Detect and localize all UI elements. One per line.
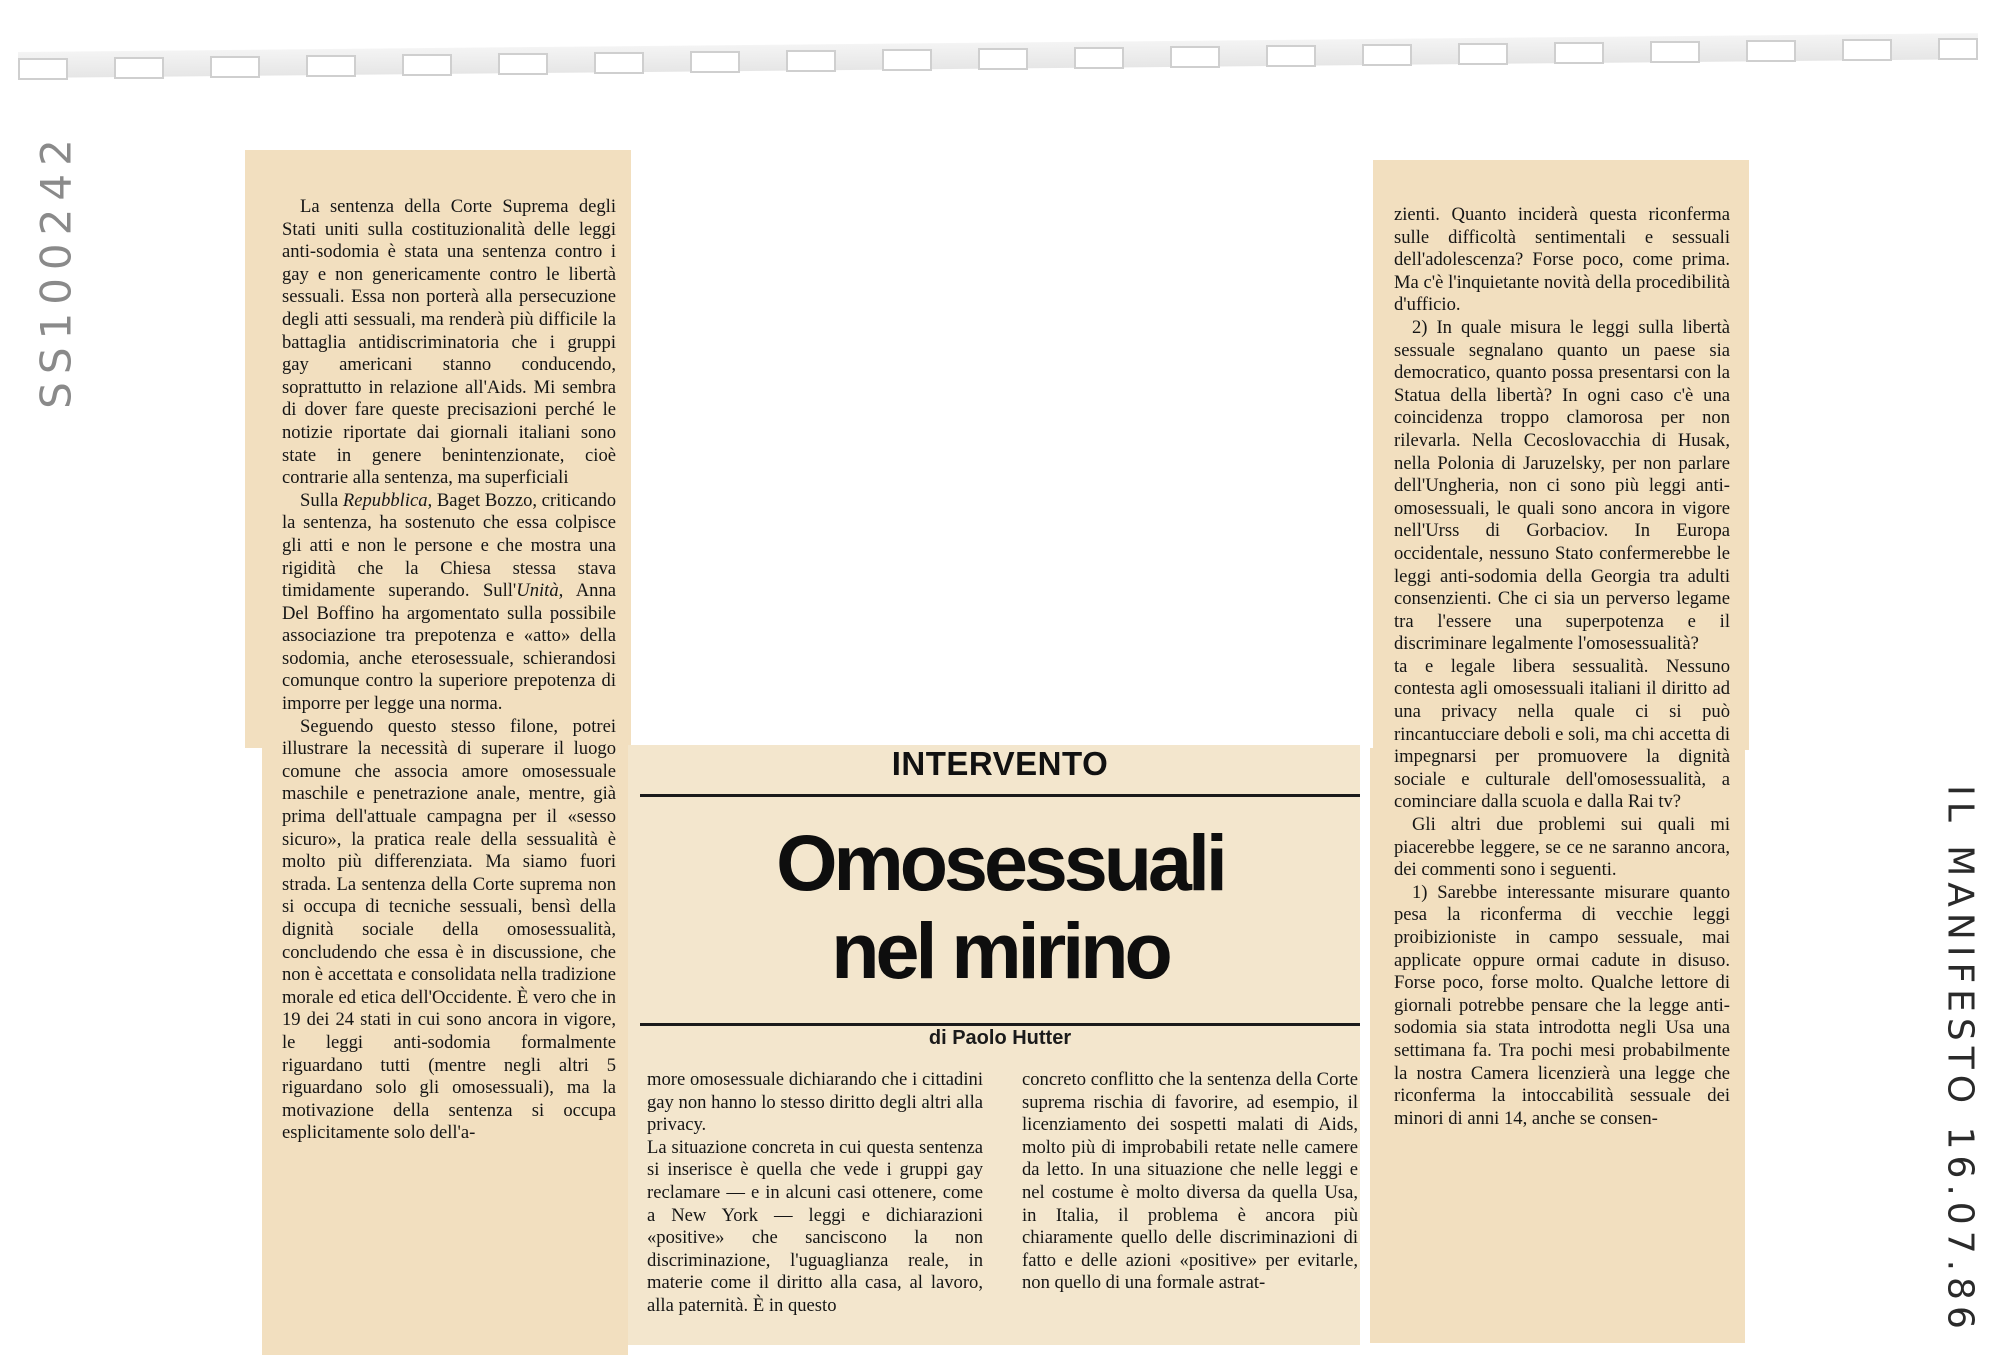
archive-code bbox=[16, 131, 96, 409]
binder-hole bbox=[210, 56, 260, 78]
binder-hole bbox=[1938, 38, 1978, 60]
paragraph: more omosessuale dichiarando che i cittadini gay non hanno lo stesso diritto degli altri alla privacy. bbox=[647, 1069, 983, 1136]
headline-line-2: nel mirino bbox=[831, 906, 1169, 995]
headline-block bbox=[640, 745, 1360, 1063]
paragraph: 2) In quale misura le leggi sulla libertà sessuale segnalano quanto un paese sia democratico, quanto possa presentarsi con la Statua della libertà? In ogni caso c'è una coincidenza troppo clamorosa per non rilevarla. Nella Cecoslovacchia di Husak, nella Polonia di Jaruzelsky, per non parlare dell'Ungheria, non ci sono più leggi anti-omosessuali, le quali sono ancora in vigore nell'Urss di Gorbaciov. In Europa occidentale, nessuno Stato confermerebbe le leggi anti-sodomia della Georgia tra adulti consenzienti. Che ci sia un perverso legame tra l'essere una superpotenza e il discriminare legalmente l'omosessualità? bbox=[1394, 316, 1730, 655]
paragraph: zienti. Quanto inciderà questa riconferma sulle difficoltà sentimentali e sessuali dell'adolescenza? Forse poco, come prima. Ma c'è l'inquietante novità della procedibilità d'ufficio. bbox=[1394, 204, 1730, 316]
paragraph: concreto conflitto che la sentenza della Corte suprema rischia di favorire, ad esempio, il licenziamento dei sospetti malati di Aids, molto più di improbabili retate nelle camere da letto. In una situazione che nelle leggi e nel costume è molto diversa da quella Usa, in Italia, il problema è ancora più chiaramente quello delle discriminazioni di fatto e delle azioni «positive» per evitarle, non quello di una formale astrat- bbox=[1022, 1069, 1358, 1294]
source-note bbox=[1920, 785, 2000, 1335]
article-column-right bbox=[1394, 204, 1730, 1130]
text-run: Baget Bozzo, criticando la sentenza, ha sostenuto che essa colpisce gli atti e non le persone e che mostra una rigidità che la Chiesa stessa stava timidamente superando. Sull' bbox=[282, 489, 617, 602]
binder-hole bbox=[1650, 41, 1700, 63]
binder-hole bbox=[498, 53, 548, 75]
paragraph: La situazione concreta in cui questa sentenza si inserisce è quella che vede i gruppi gay reclamare — e in alcuni casi ottenere, come a New York — leggi e dichiarazioni «positive» che sanciscono la non discriminazione, l'uguaglianza reale, in materie come il diritto alla casa, al lavoro, alla paternità. È in questo bbox=[647, 1136, 983, 1316]
byline: di Paolo Hutter bbox=[928, 1027, 1072, 1049]
paragraph: 1) Sarebbe interessante misurare quanto pesa la riconferma di vecchie leggi proibizioniste in campo sessuale, mai applicate oppure ormai cadute in disuso. Forse poco, forse molto. Qualche lettore di giornali potrebbe pensare che la legge anti-sodomia sia stata introdotta negli Usa una settimana fa. Tra pochi mesi probabilmente la nostra Camera licenzierà una legge che riconferma la intoccabilità sessuale dei minori di anni 14, anche se consen- bbox=[1394, 881, 1730, 1129]
paragraph bbox=[282, 490, 616, 716]
article-column-middle-1 bbox=[647, 1069, 983, 1318]
headline-rule-top bbox=[640, 794, 1360, 797]
archive-code-text: SS100242 bbox=[31, 131, 81, 409]
newspaper-name: Repubblica, bbox=[342, 489, 433, 511]
article-column-middle-2 bbox=[1022, 1069, 1358, 1295]
headline bbox=[640, 819, 1360, 995]
kicker: INTERVENTO bbox=[891, 745, 1109, 782]
paragraph: Seguendo questo stesso filone, potrei illustrare la necessità di superare il luogo comune che associa amore omosessuale maschile e penetrazione anale, mentre, già prima dell'attuale campagna per il «sesso sicuro», la pratica reale della sessualità è molto più differenziata. Ma siamo fuori strada. La sentenza della Corte suprema non si occupa di tecniche sessuali, bensì della dignità sociale della omosessualità, concludendo che essa è in discussione, che non è accettata e consolidata nella tradizione morale ed etica dell'Occidente. È vero che in 19 dei 24 stati in cui sono ancora in vigore, le leggi anti-sodomia formalmente riguardano tutti (mentre negli altri 5 riguardano solo gli omosessuali), ma la motivazione della sentenza si occupa esplicitamente solo dell'a- bbox=[282, 715, 616, 1144]
binder-hole bbox=[1266, 45, 1316, 67]
source-note-text: IL MANIFESTO 16.07.86 bbox=[1939, 785, 1981, 1335]
binder-hole bbox=[594, 52, 644, 74]
paragraph: Gli altri due problemi sui quali mi piacerebbe leggere, se ce ne saranno ancora, dei commenti sono i seguenti. bbox=[1394, 814, 1730, 881]
binder-hole bbox=[18, 58, 68, 80]
binder-hole bbox=[306, 55, 356, 77]
newspaper-name: Unità, bbox=[516, 580, 564, 602]
binder-hole bbox=[114, 57, 164, 79]
binder-hole bbox=[1554, 42, 1604, 64]
paragraph: La sentenza della Corte Suprema degli Stati uniti sulla costituzionalità delle leggi anti-sodomia è stata una sentenza contro i gay e non genericamente contro le libertà sessuali. Essa non porterà alla persecuzione degli atti sessuali, ma renderà più difficile la battaglia antidiscriminatoria che i gruppi gay americani stanno conducendo, soprattutto in relazione all'Aids. Mi sembra di dover fare queste precisazioni perché le notizie riportate dai giornali italiani sono state in genere benintenzionate, cioè contrarie alla sentenza, ma superficiali bbox=[282, 196, 616, 489]
binder-hole bbox=[1362, 44, 1412, 66]
binder-strip bbox=[18, 22, 1978, 82]
binder-hole bbox=[690, 51, 740, 73]
binder-hole bbox=[786, 50, 836, 72]
article-column-left bbox=[282, 196, 616, 1145]
headline-rule-bottom bbox=[640, 1023, 1360, 1026]
binder-hole bbox=[402, 54, 452, 76]
binder-hole bbox=[978, 48, 1028, 70]
binder-hole bbox=[1842, 39, 1892, 61]
text-run: Sulla bbox=[300, 489, 343, 511]
text-run: Anna Del Boffino ha argomentato sulla possibile associazione tra prepotenza e «atto» della sodomia, anche eterosessuale, schierandosi comunque contro la superiore prepotenza di imporre per legge una norma. bbox=[282, 580, 616, 715]
headline-line-1: Omosessuali bbox=[776, 818, 1224, 907]
binder-hole bbox=[1746, 40, 1796, 62]
paragraph: ta e legale libera sessualità. Nessuno contesta agli omosessuali italiani il diritto ad una privacy nella quale ci si può rincantucciare deboli e soli, ma chi accetta di impegnarsi per promuovere la dignità sociale e culturale dell'omosessualità, a cominciare dalla scuola e dalla Rai tv? bbox=[1394, 655, 1730, 813]
binder-hole bbox=[882, 49, 932, 71]
binder-hole bbox=[1458, 43, 1508, 65]
binder-hole bbox=[1074, 47, 1124, 69]
binder-hole bbox=[1170, 46, 1220, 68]
